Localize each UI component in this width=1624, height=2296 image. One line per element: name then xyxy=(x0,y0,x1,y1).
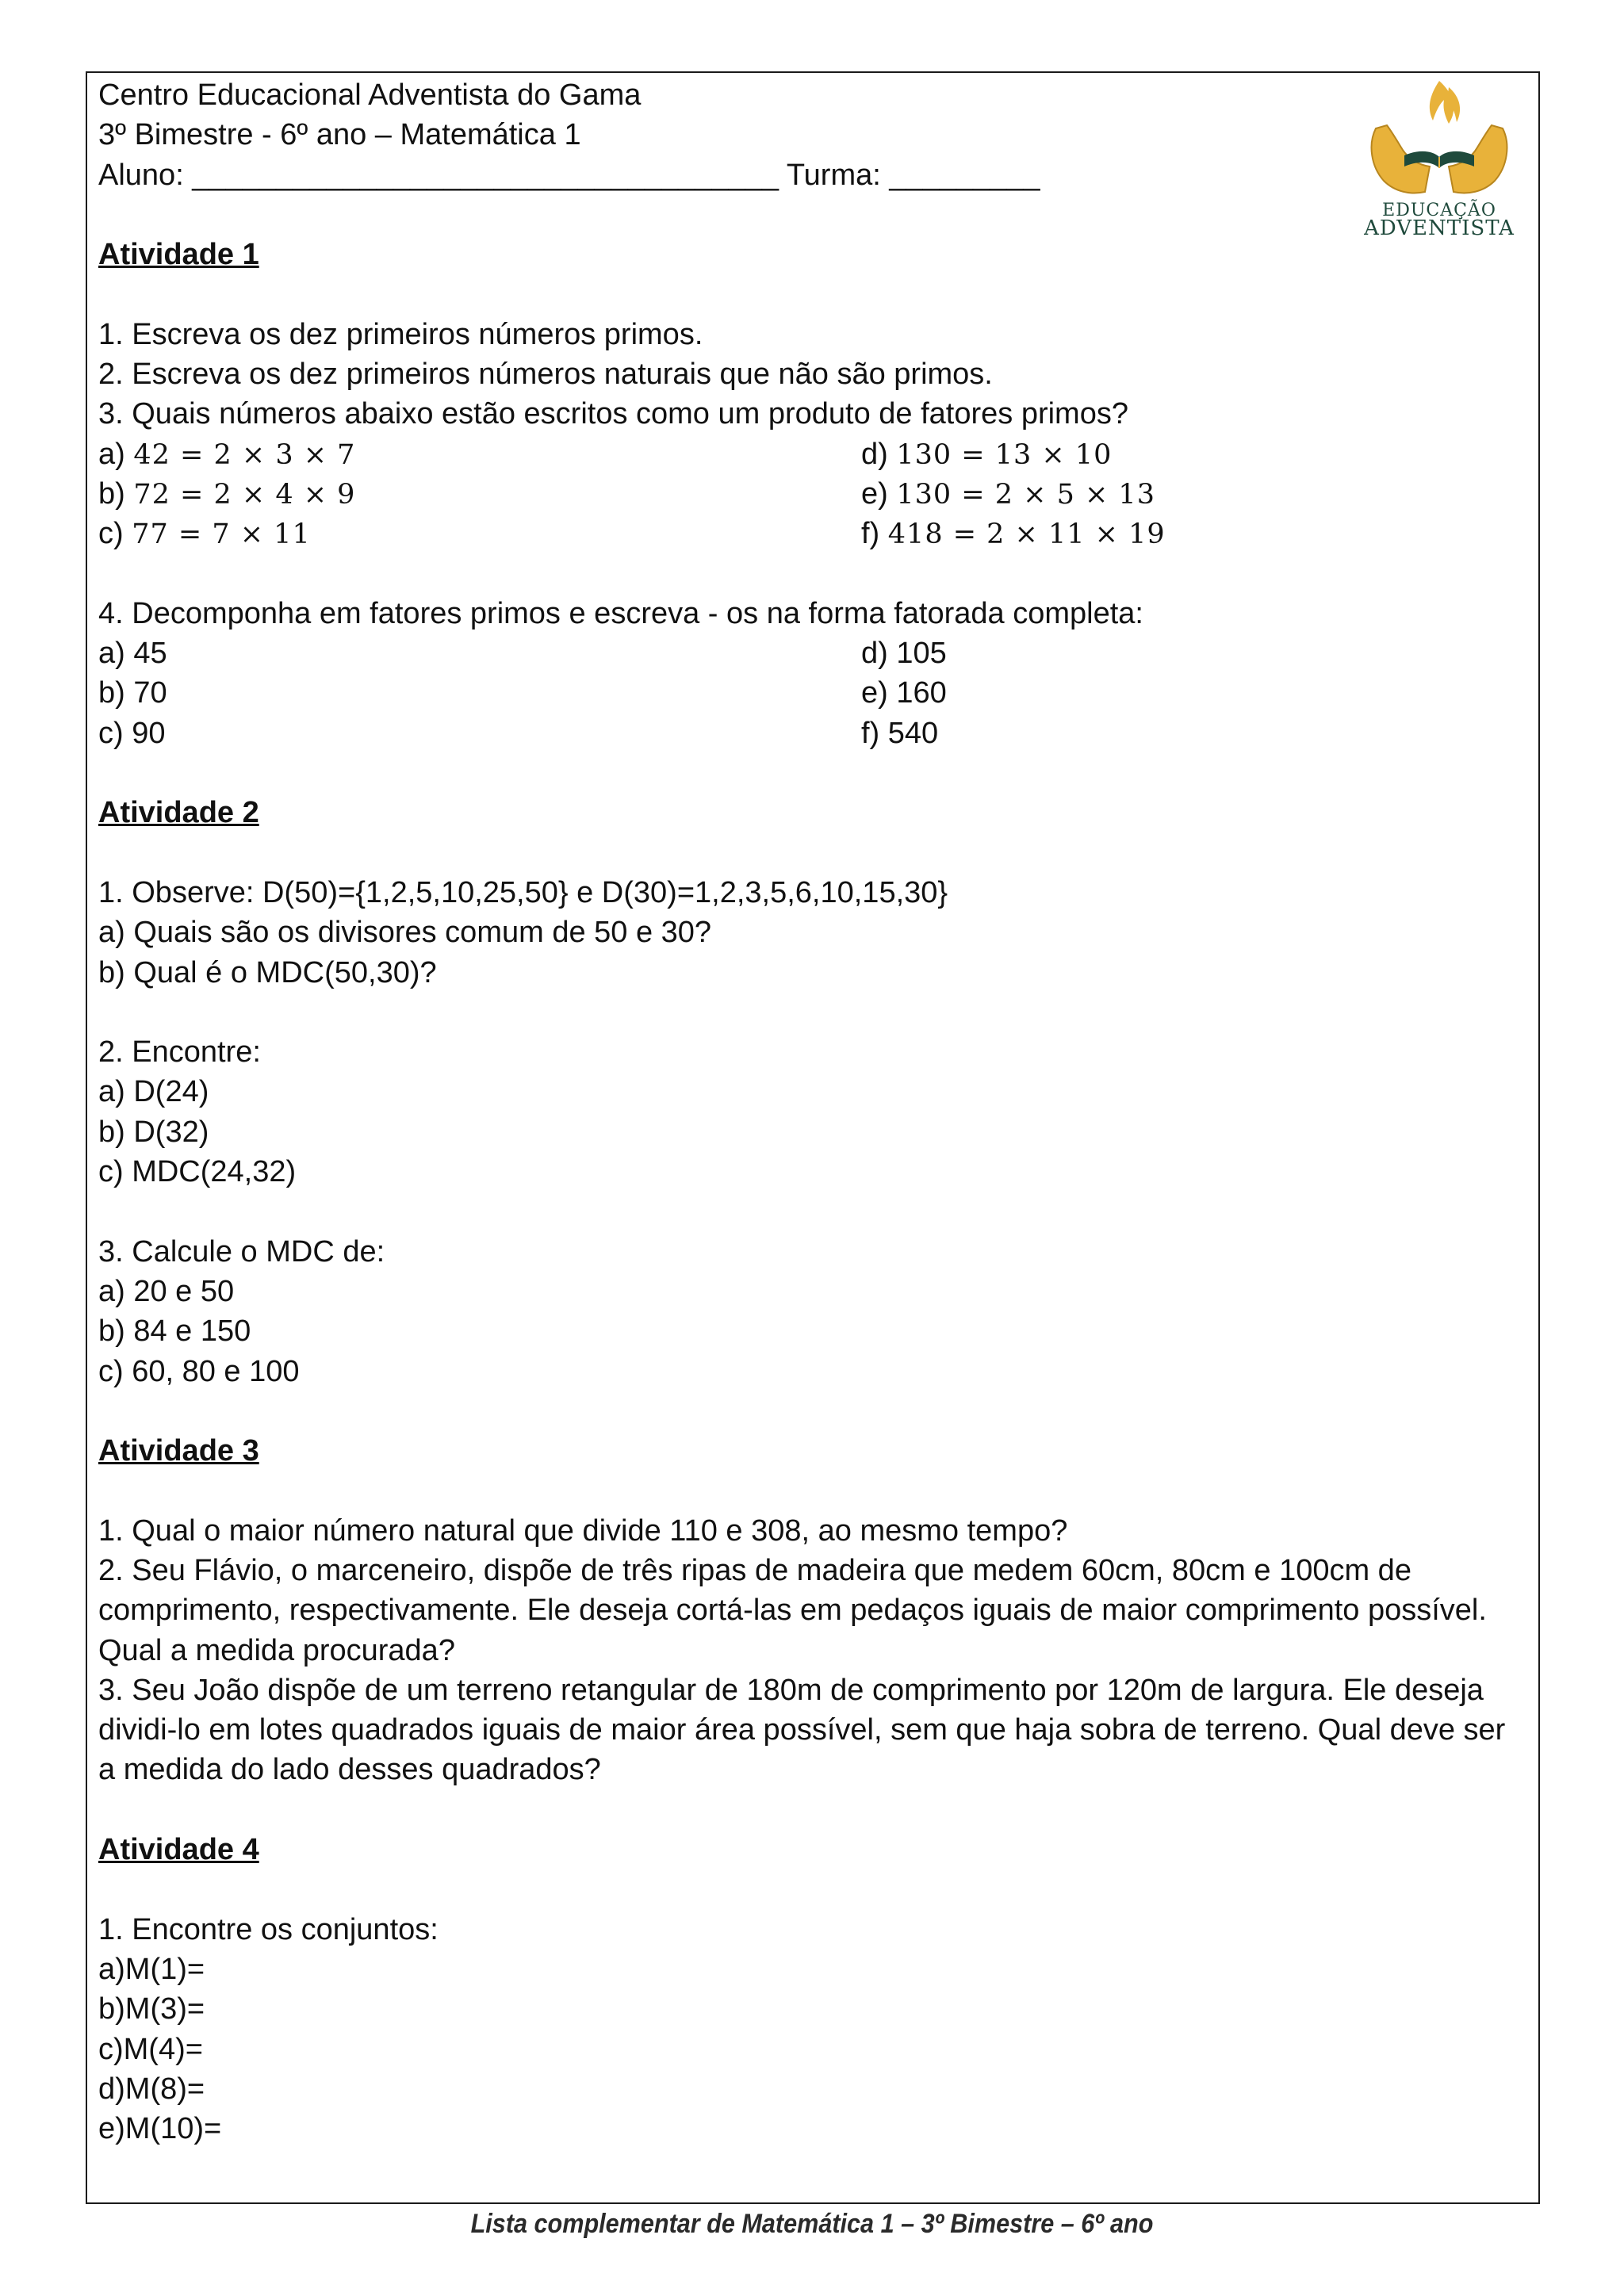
page-footer: Lista complementar de Matemática 1 – 3º Bimestre – 6º ano xyxy=(470,2209,1154,2239)
set-item-b: b)M(3)= xyxy=(98,1992,205,2026)
q3-row-3: c) 77 = 7 × 11 f) 418 = 2 × 11 × 19 xyxy=(98,517,1166,551)
activity-1-question-1: 1. Escreva os dez primeiros números primos. xyxy=(98,317,703,351)
activity-2-question-2a: a) D(24) xyxy=(98,1075,209,1109)
activity-2-title: Atividade 2 xyxy=(98,796,259,830)
activity-2-question-1b: b) Qual é o MDC(50,30)? xyxy=(98,955,437,989)
activity-3-question-1: 1. Qual o maior número natural que divide 110 e 308, ao mesmo tempo? xyxy=(98,1513,1068,1548)
logo-line1-text: EDUCAÇÃO xyxy=(1382,201,1496,220)
q3-item-c: 77 = 7 × 11 xyxy=(132,519,311,551)
school-name: Centro Educacional Adventista do Gama xyxy=(98,78,642,112)
q3-row-2: b) 72 = 2 × 4 × 9 e) 130 = 2 × 5 × 13 xyxy=(98,476,1155,511)
q4-item-f: f) 540 xyxy=(861,716,939,750)
activity-2-question-1: 1. Observe: D(50)={1,2,5,10,25,50} e D(30)=1,2,3,5,6,10,15,30} xyxy=(98,875,948,909)
q4-item-a: a) 45 xyxy=(98,637,167,671)
activity-2-question-3: 3. Calcule o MDC de: xyxy=(98,1234,385,1269)
term-info: 3º Bimestre - 6º ano – Matemática 1 xyxy=(98,118,581,152)
activity-2-question-3c: c) 60, 80 e 100 xyxy=(98,1354,300,1388)
activity-3-question-3: 3. Seu João dispõe de um terreno retangular de 180m de comprimento por 120m de largura. Ele deseja dividi-lo em lotes quadrados iguais de maior área possível, sem que haja sobra de terreno. Qual deve ser a medida do lado desses quadrados? xyxy=(98,1673,1506,1787)
activity-1-title: Atividade 1 xyxy=(98,238,259,272)
q3-item-f: 418 = 2 × 11 × 19 xyxy=(887,519,1166,551)
q3-row-1: a) 42 = 2 × 3 × 7 d) 130 = 13 × 10 xyxy=(98,437,1113,471)
q4-row-1 xyxy=(98,633,1526,673)
set-item-c: c)M(4)= xyxy=(98,2032,203,2066)
q4-row-2 xyxy=(98,673,1526,713)
logo-line2-text: ADVENTISTA xyxy=(1364,216,1515,239)
activity-2-question-3b: b) 84 e 150 xyxy=(98,1314,251,1349)
activity-1-question-2: 2. Escreva os dez primeiros números naturais que não são primos. xyxy=(98,358,993,392)
set-item-e: e)M(10)= xyxy=(98,2112,222,2146)
activity-2-question-2c: c) MDC(24,32) xyxy=(98,1155,297,1189)
worksheet-content xyxy=(98,75,1526,2149)
set-item-d: d)M(8)= xyxy=(98,2072,205,2106)
q4-item-b: b) 70 xyxy=(98,676,167,710)
activity-3-title: Atividade 3 xyxy=(98,1434,259,1468)
q4-item-e: e) 160 xyxy=(861,676,947,710)
set-item-a: a)M(1)= xyxy=(98,1952,205,1986)
q4-item-d: d) 105 xyxy=(861,637,947,671)
q3-item-d: 130 = 13 × 10 xyxy=(896,438,1113,471)
activity-1-question-4: 4. Decomponha em fatores primos e escreva - os na forma fatorada completa: xyxy=(98,596,1143,630)
activity-4-question-1: 1. Encontre os conjuntos: xyxy=(98,1912,439,1946)
q4-row-3 xyxy=(98,714,1526,753)
q4-item-c: c) 90 xyxy=(98,716,166,750)
activity-2-question-2b: b) D(32) xyxy=(98,1115,209,1149)
q3-item-a: 42 = 2 × 3 × 7 xyxy=(133,438,356,471)
activity-4-title: Atividade 4 xyxy=(98,1833,259,1867)
activity-1-question-3: 3. Quais números abaixo estão escritos como um produto de fatores primos? xyxy=(98,397,1128,431)
activity-2-question-1a: a) Quais são os divisores comum de 50 e 30? xyxy=(98,916,712,950)
educacao-adventista-logo xyxy=(1360,73,1519,239)
q3-item-b: 72 = 2 × 4 × 9 xyxy=(133,478,356,511)
activity-3-question-2: 2. Seu Flávio, o marceneiro, dispõe de três ripas de madeira que medem 60cm, 80cm e 100cm de comprimento, respectivamente. Ele deseja cortá-las em pedaços iguais de maior comprimento possível. Qual a medida procurada? xyxy=(98,1553,1487,1667)
logo-emblem-icon xyxy=(1360,73,1519,239)
activity-2-question-3a: a) 20 e 50 xyxy=(98,1274,235,1308)
student-line: Aluno: ___________________________________ Turma: _________ xyxy=(98,158,1040,192)
q3-item-e: 130 = 2 × 5 × 13 xyxy=(896,478,1155,511)
activity-2-question-2: 2. Encontre: xyxy=(98,1035,261,1070)
